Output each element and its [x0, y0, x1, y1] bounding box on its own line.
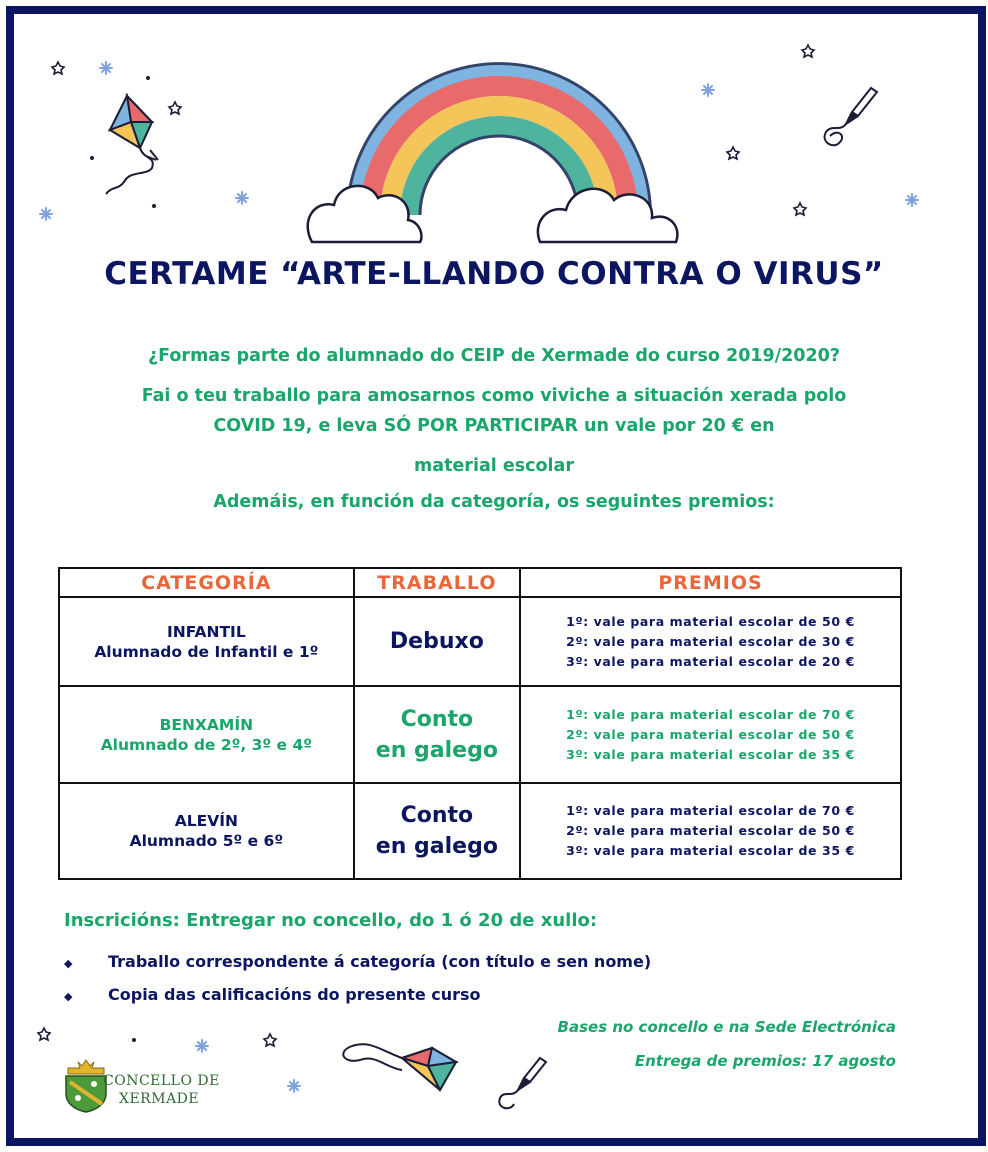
prize-line: 2º: vale para material escolar de 50 €: [566, 726, 855, 742]
paintbrush-icon: [825, 88, 877, 145]
prize-line: 3º: vale para material escolar de 35 €: [566, 843, 855, 858]
prizes-cell: [520, 783, 901, 879]
intro-line: COVID 19, e leva SÓ POR PARTICIPAR un vale por 20 € en: [213, 416, 775, 436]
dots: [90, 76, 156, 1042]
logo-text-line2: XERMADE: [119, 1091, 200, 1107]
bullet-icon: ◆: [64, 990, 73, 1003]
table-row: [59, 597, 901, 686]
intro-line: Fai o teu traballo para amosarnos como viviche a situación xerada polo: [141, 386, 847, 406]
work-cell: [354, 783, 520, 879]
prize-line: 3º: vale para material escolar de 35 €: [566, 746, 855, 762]
kite-icon: [106, 96, 158, 194]
column-header-prizes: PREMIOS: [520, 568, 901, 597]
page-title: CERTAME “ARTE-LLANDO CONTRA O VIRUS”: [104, 256, 884, 292]
table-row: [59, 783, 901, 879]
column-header-category: CATEGORÍA: [59, 568, 354, 597]
table-header-row: [59, 568, 901, 597]
intro-line: material escolar: [414, 456, 574, 476]
work-cell: [354, 686, 520, 783]
prizes-cell: [520, 597, 901, 686]
category-name: ALEVÍN: [174, 812, 238, 830]
category-desc: Alumnado 5º e 6º: [129, 832, 284, 850]
bullet-icon: ◆: [64, 957, 73, 970]
registration-heading: Inscricións: Entregar no concello, do 1 ó 20 de xullo:: [64, 910, 598, 931]
intro-line: ¿Formas parte do alumnado do CEIP de Xermade do curso 2019/2020?: [148, 346, 840, 366]
awards-date: Entrega de premios: 17 agosto: [634, 1052, 896, 1070]
kite-icon: [343, 1044, 456, 1090]
category-cell: [59, 783, 354, 879]
work-type: Conto: [400, 706, 474, 732]
category-name: INFANTIL: [166, 622, 246, 641]
category-desc: Alumnado de Infantil e 1º: [94, 642, 319, 661]
table-row: [59, 686, 901, 783]
work-cell: [354, 597, 520, 686]
coat-of-arms-icon: [66, 1060, 106, 1112]
cloud-icon: [538, 189, 678, 242]
column-header-work: TRABALLO: [354, 568, 520, 597]
prize-line: 1º: vale para material escolar de 50 €: [566, 613, 855, 629]
prize-line: 1º: vale para material escolar de 70 €: [566, 803, 855, 818]
category-cell: [59, 597, 354, 686]
work-type: Conto: [400, 803, 474, 828]
work-type: Debuxo: [389, 629, 484, 654]
star-icon: [38, 45, 814, 1046]
work-type-line2: en galego: [375, 737, 498, 763]
bases-note: Bases no concello e na Sede Electrónica: [557, 1018, 896, 1036]
paintbrush-icon: [499, 1058, 546, 1108]
category-name: BENXAMÍN: [159, 715, 254, 734]
category-cell: [59, 686, 354, 783]
prize-line: 3º: vale para material escolar de 20 €: [566, 653, 855, 669]
requirement-text: Copia das calificacións do presente curso: [108, 985, 481, 1004]
prize-line: 2º: vale para material escolar de 50 €: [566, 823, 855, 838]
requirement-text: Traballo correspondente á categoría (con título e sen nome): [108, 952, 652, 971]
prizes-table: [58, 567, 902, 880]
list-item: [64, 952, 651, 971]
category-desc: Alumnado de 2º, 3º e 4º: [100, 735, 312, 754]
logo-text-line1: CONCELLO DE: [103, 1073, 220, 1089]
prize-line: 1º: vale para material escolar de 70 €: [566, 706, 855, 722]
prize-line: 2º: vale para material escolar de 30 €: [566, 633, 855, 649]
work-type-line2: en galego: [375, 834, 498, 859]
list-item: [64, 985, 481, 1004]
intro-line: Ademáis, en función da categoría, os seguintes premios:: [213, 492, 775, 512]
prizes-cell: [520, 686, 901, 783]
